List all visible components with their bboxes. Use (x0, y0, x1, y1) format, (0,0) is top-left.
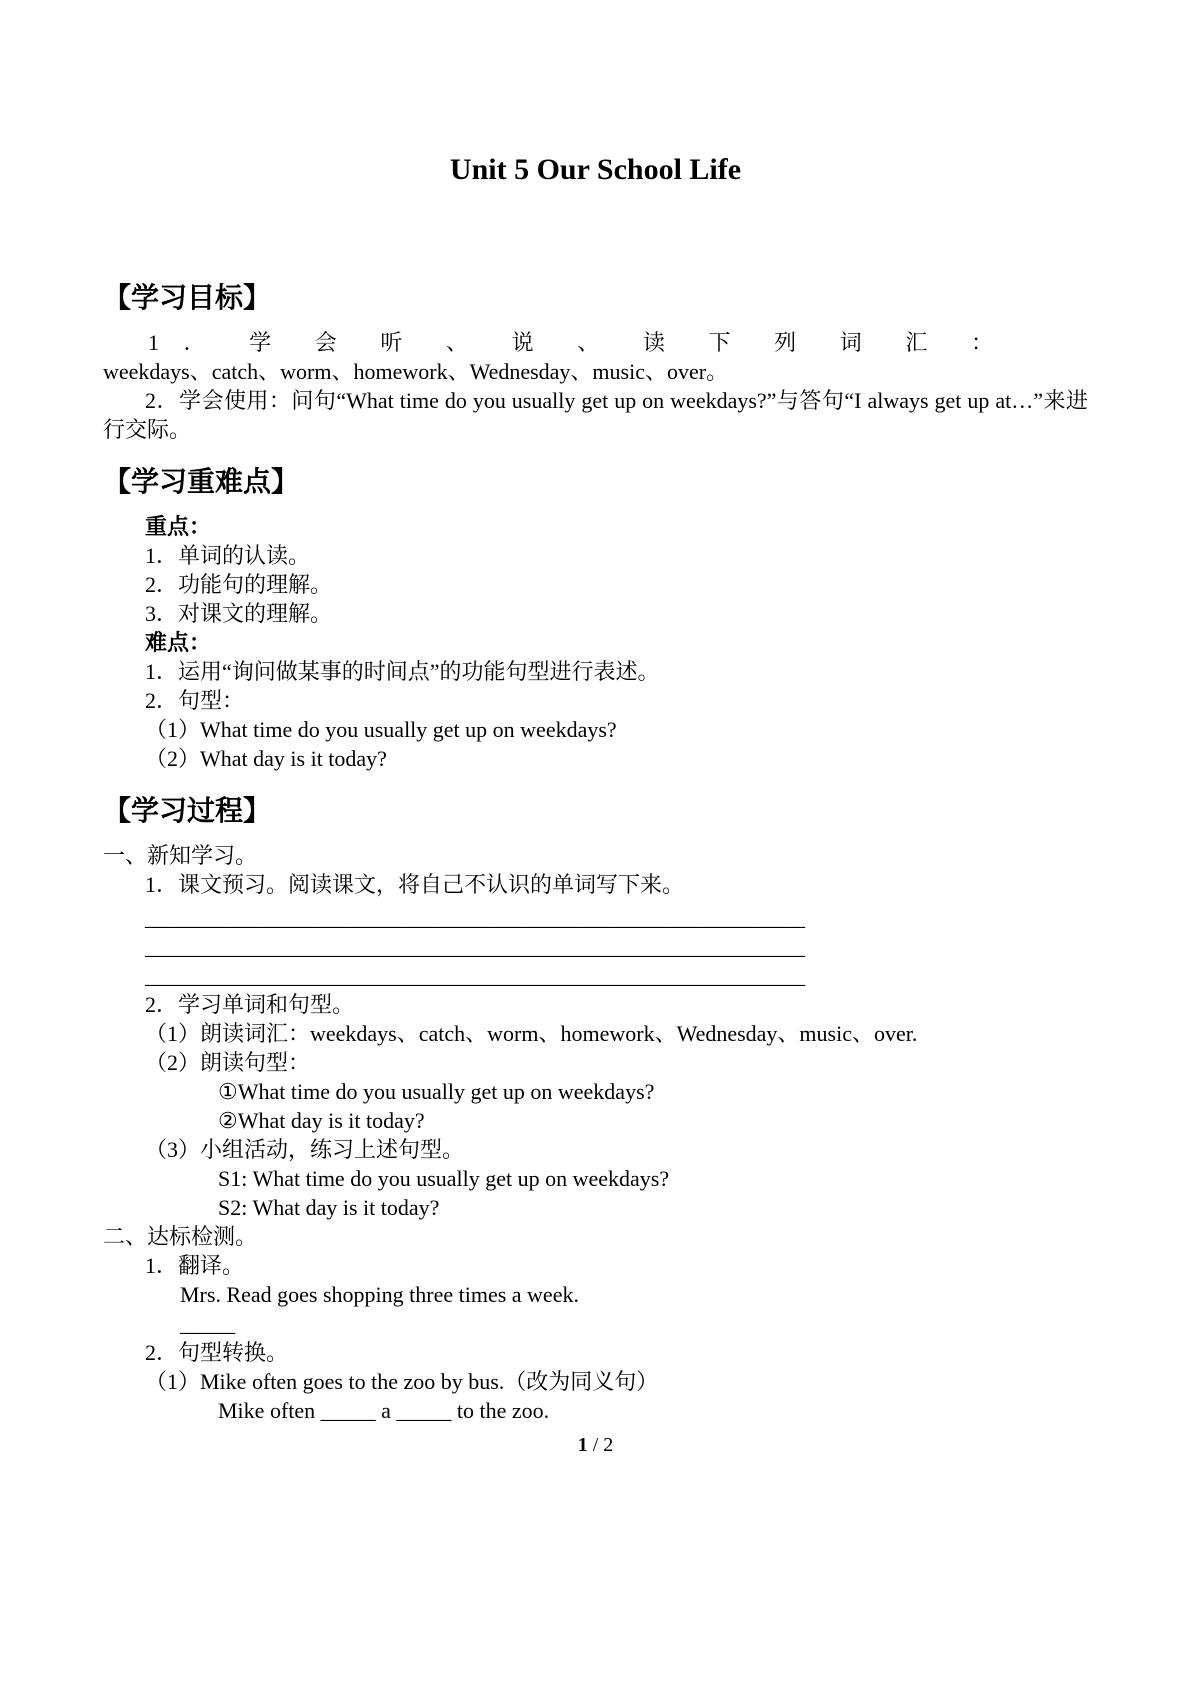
process-part2-title: 二、达标检测。 (103, 1224, 258, 1249)
page-footer (0, 1432, 1191, 1458)
process-step2-sub1: （1）朗读词汇：weekdays、catch、worm、homework、Wednesday、music、over. (145, 1021, 918, 1046)
key-point-item: 3．对课文的理解。 (145, 601, 333, 626)
process-part1-title: 一、新知学习。 (103, 843, 258, 868)
section-heading-process: 【学习过程】 (103, 796, 272, 827)
goals-item-2: 2．学会使用：问句“What time do you usually get up on weekdays?”与答句“I always get up at…”来进行交际。 (103, 388, 1088, 442)
section-heading-key-points: 【学习重难点】 (103, 467, 300, 498)
task2-answer-line: Mike often _____ a _____ to the zoo. (218, 1398, 550, 1423)
page-number-current: 1 (577, 1434, 588, 1456)
dialogue-s2: S2: What day is it today? (218, 1195, 440, 1220)
key-points-label: 重点： (145, 514, 212, 539)
task1-title: 1．翻译。 (145, 1253, 245, 1278)
task2-title: 2．句型转换。 (145, 1340, 289, 1365)
task1-sentence: Mrs. Read goes shopping three times a week. (180, 1282, 579, 1307)
difficult-point-sentence: （1）What time do you usually get up on weekdays? (145, 717, 617, 742)
fill-in-line: ____________________________________________________________ (145, 905, 805, 930)
goals-line-spread: 1 ． 学 会 听 、 说 、 读 下 列 词 汇 ： (148, 330, 993, 355)
dialogue-s1: S1: What time do you usually get up on weekdays? (218, 1166, 670, 1191)
process-step2-sub3: （3）小组活动，练习上述句型。 (145, 1137, 465, 1162)
difficult-point-item: 2．句型： (145, 688, 245, 713)
key-point-item: 2．功能句的理解。 (145, 572, 333, 597)
section-heading-goals: 【学习目标】 (103, 283, 272, 314)
pattern-sentence-1: ①What time do you usually get up on weekdays? (218, 1079, 655, 1104)
page-number-total: 2 (603, 1434, 614, 1456)
process-step2-sub2: （2）朗读句型： (145, 1050, 311, 1075)
difficult-point-item: 1．运用“询问做某事的时间点”的功能句型进行表述。 (145, 659, 660, 684)
task2-sub1: （1）Mike often goes to the zoo by bus.（改为同义句） (145, 1369, 659, 1394)
process-step2: 2．学习单词和句型。 (145, 992, 355, 1017)
process-step1: 1．课文预习。阅读课文，将自己不认识的单词写下来。 (145, 872, 685, 897)
fill-in-short-line: _____ (180, 1311, 235, 1336)
difficult-points-label: 难点： (145, 630, 212, 655)
fill-in-line: ____________________________________________________________ (145, 963, 805, 988)
difficult-point-sentence: （2）What day is it today? (145, 746, 387, 771)
page-number-separator: / (592, 1434, 599, 1456)
key-point-item: 1．单词的认读。 (145, 543, 311, 568)
pattern-sentence-2: ②What day is it today? (218, 1108, 425, 1133)
goals-word-list: weekdays、catch、worm、homework、Wednesday、music、over。 (103, 359, 729, 384)
fill-in-line: ____________________________________________________________ (145, 934, 805, 959)
doc-title: Unit 5 Our School Life (449, 153, 742, 186)
